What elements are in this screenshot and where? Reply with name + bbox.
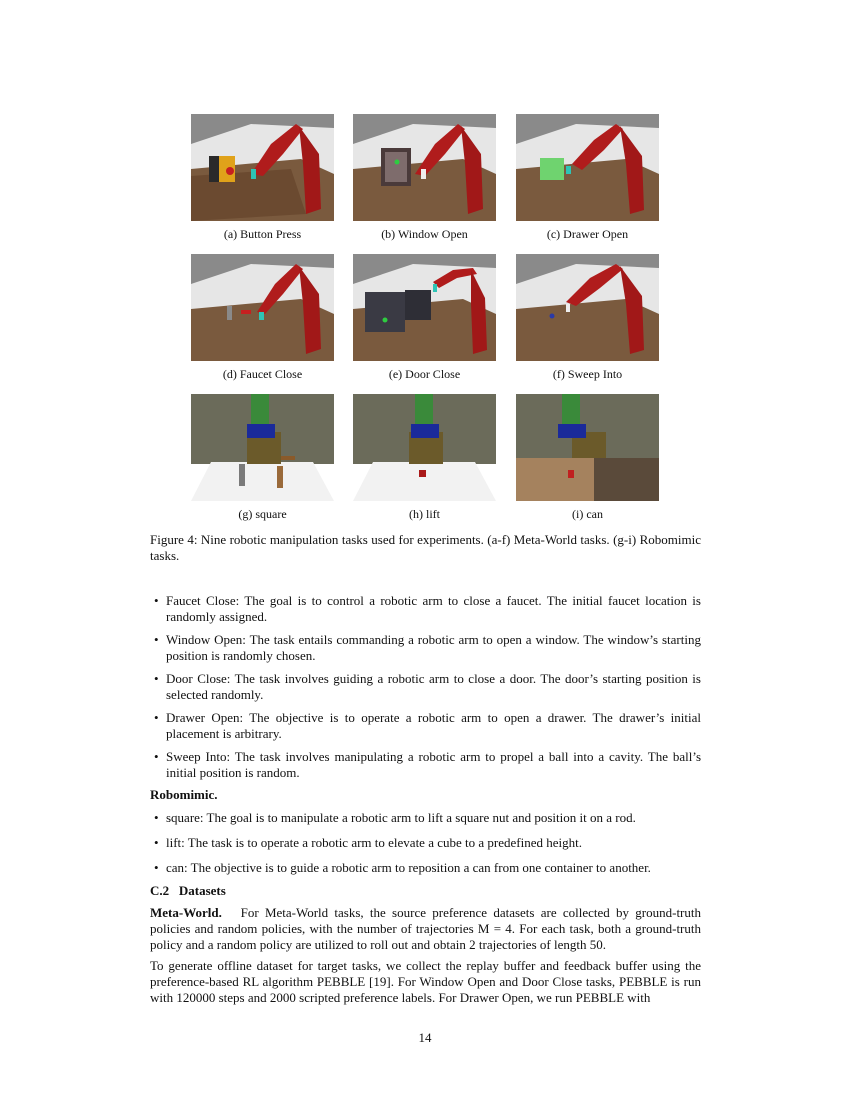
can-image (516, 394, 659, 501)
figure-4 (191, 114, 659, 534)
paragraph-metaworld-datasets: Meta-World. For Meta-World tasks, the source preference datasets are collected by ground-truth policies and random policies, with the number of trajectories M = 4. For each task, both a ground-truth policy and a random policy are utilized to roll out and obtain 2 trajectories of length 50. (150, 905, 701, 952)
subfigure-lift (353, 394, 496, 522)
subfigure-door-close (353, 254, 496, 382)
faucet-close-image (191, 254, 334, 361)
subfigure-window-open (353, 114, 496, 242)
robomimic-task-list (150, 810, 701, 883)
caption-b: (b) Window Open (381, 227, 468, 241)
paragraph-offline-dataset: To generate offline dataset for target tasks, we collect the replay buffer and feedback buffer using the preference-based RL algorithm PEBBLE [19]. For Window Open and Door Close tasks, PEBBLE is run with 120000 steps and 2000 scripted preference labels. For Drawer Open, we run PEBBLE with (150, 958, 701, 1005)
figure-row-2 (191, 254, 659, 394)
paragraph-lead: Meta-World. (150, 905, 222, 920)
section-number: C.2 (150, 883, 170, 898)
square-image (191, 394, 334, 501)
lift-image (353, 394, 496, 501)
subfigure-button-press (191, 114, 334, 242)
sweep-into-image (516, 254, 659, 361)
window-open-image (353, 114, 496, 221)
list-item: • Window Open: The task entails commanding a robotic arm to open a window. The window’s starting position is randomly chosen. (154, 632, 701, 663)
subfigure-sweep-into (516, 254, 659, 382)
list-item: • lift: The task is to operate a robotic arm to elevate a cube to a predefined height. (154, 835, 582, 850)
figure-row-1 (191, 114, 659, 254)
figure-caption: Figure 4: Nine robotic manipulation tasks used for experiments. (a-f) Meta-World tasks. (g-i) Robomimic tasks. (150, 532, 701, 563)
door-close-image (353, 254, 496, 361)
list-item: • Door Close: The task involves guiding a robotic arm to close a door. The door’s starting position is selected randomly. (154, 671, 701, 702)
caption-f: (f) Sweep Into (552, 367, 623, 381)
drawer-open-image (516, 114, 659, 221)
section-heading (150, 883, 226, 899)
caption-a: (a) Button Press (223, 227, 302, 241)
subfigure-faucet-close (191, 254, 334, 382)
list-item: • square: The goal is to manipulate a robotic arm to lift a square nut and position it on a rod. (154, 810, 636, 825)
list-item: • Sweep Into: The task involves manipulating a robotic arm to propel a ball into a cavity. The ball’s initial position is random. (154, 749, 702, 780)
caption-g: (g) square (238, 507, 287, 521)
subfigure-can (516, 394, 659, 522)
page-number: 14 (418, 1030, 432, 1045)
figure-row-3 (191, 394, 659, 534)
list-item: • can: The objective is to guide a robotic arm to reposition a can from one container to another. (154, 860, 651, 875)
caption-c: (c) Drawer Open (546, 227, 629, 241)
subfigure-drawer-open (516, 114, 659, 242)
section-title: Datasets (178, 883, 226, 898)
robomimic-heading: Robomimic. (150, 787, 218, 802)
list-item: • Drawer Open: The objective is to operate a robotic arm to open a drawer. The drawer’s initial placement is arbitrary. (154, 710, 701, 741)
metaworld-task-list (150, 593, 701, 788)
list-item: • Faucet Close: The goal is to control a robotic arm to close a faucet. The initial faucet location is randomly assigned. (154, 593, 701, 624)
caption-d: (d) Faucet Close (222, 367, 303, 381)
subfigure-square (191, 394, 334, 522)
button-press-image (191, 114, 334, 221)
caption-e: (e) Door Close (388, 367, 461, 381)
caption-h: (h) lift (409, 507, 440, 521)
caption-i: (i) can (572, 507, 603, 521)
